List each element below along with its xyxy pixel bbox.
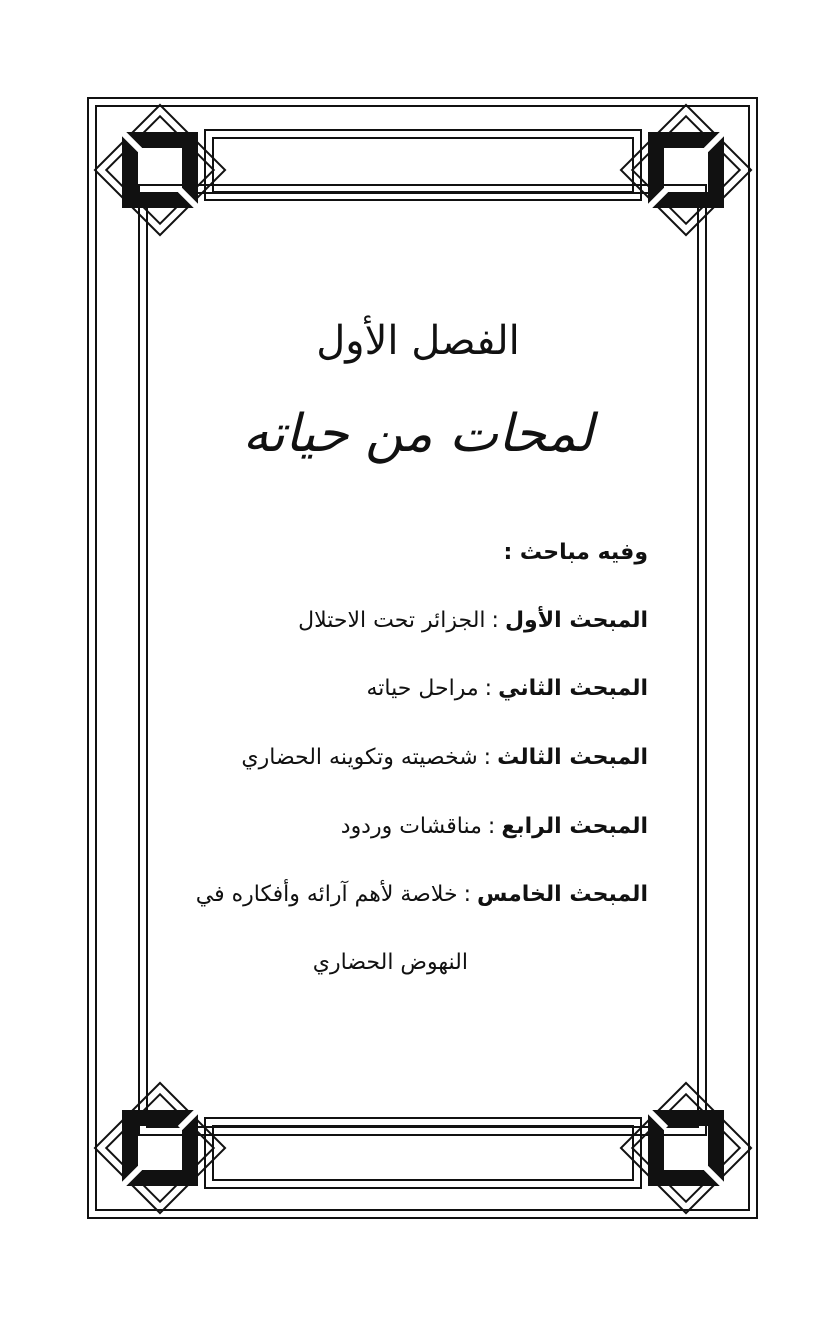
- section-text: الجزائر تحت الاحتلال: [298, 608, 486, 633]
- section-label: المبحث الثالث: [497, 745, 648, 770]
- section-text: خلاصة لأهم آرائه وأفكاره في: [195, 882, 458, 907]
- section-entry-1: [298, 608, 648, 633]
- section-label: المبحث الأول: [504, 608, 648, 633]
- section-separator: :: [483, 745, 492, 770]
- section-entry-5-continuation: النهوض الحضاري: [312, 950, 468, 975]
- section-text: مراحل حياته: [366, 676, 479, 701]
- chapter-title: لمحات من حياته: [242, 404, 594, 464]
- section-entry-2: [367, 676, 648, 701]
- section-label: المبحث الثاني: [498, 676, 648, 701]
- section-label: المبحث الخامس: [477, 882, 648, 907]
- section-text: شخصيته وتكوينه الحضاري: [241, 745, 478, 770]
- section-entry-3: [241, 745, 648, 770]
- chapter-label: الفصل الأول: [316, 318, 520, 364]
- section-entry-4: [341, 814, 648, 839]
- section-text: مناقشات وردود: [340, 814, 482, 839]
- section-separator: :: [463, 882, 472, 907]
- section-separator: :: [491, 608, 499, 633]
- sections-intro: وفيه مباحث :: [503, 540, 648, 565]
- section-separator: :: [484, 676, 493, 701]
- section-entry-5: [196, 882, 648, 907]
- section-separator: :: [487, 814, 496, 839]
- section-label: المبحث الرابع: [501, 814, 648, 839]
